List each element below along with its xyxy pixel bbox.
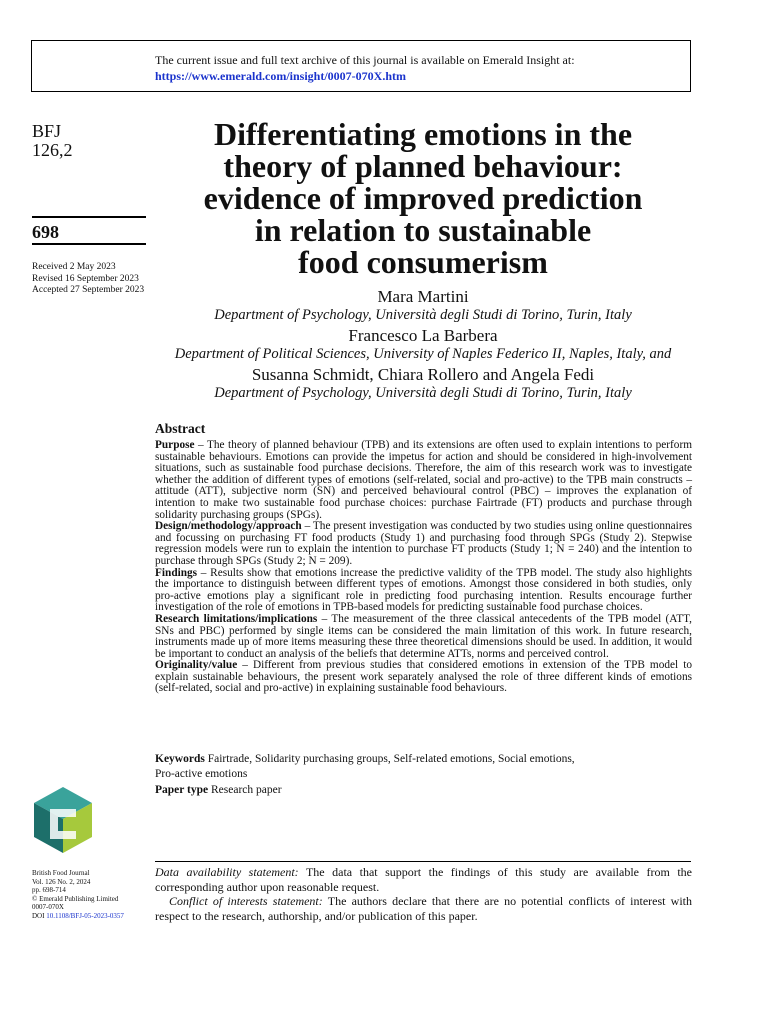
data-availability-statement — [155, 865, 692, 894]
keywords — [155, 752, 692, 782]
page-number: 698 — [32, 222, 59, 242]
conflict-statement — [155, 894, 692, 923]
abstract-heading: Abstract — [155, 421, 206, 436]
doi-label: DOI — [32, 911, 47, 920]
author-affiliation: Department of Psychology, Università degli Studi di Torino, Turin, Italy — [214, 385, 632, 401]
keywords-label: Keywords — [155, 753, 205, 765]
keywords-text-cont: Pro-active emotions — [155, 768, 248, 780]
abstract-label: Purpose — [155, 439, 195, 451]
author-affiliation: Department of Political Sciences, University of Naples Federico II, Naples, Italy, and — [174, 346, 672, 362]
abstract-text: – The theory of planned behaviour (TPB) and its extensions are often used to explain intentions to perform sustainable behaviours. Emotions can provide the impetus for action and should be considered in high-involvement situations, such as sustainable food purchase decisions. Therefore, the aim of this research work was to investigate whether the addition of different types of emotions (self-related, social and pro-active) to the TPB main constructs – attitude (ATT), subjective norm (SN) and perceived behavioural control (PBC) – improves the explanation of intention to make two sustainable food purchase choices: purchase Fairtrade (FT) products and purchase through solidarity purchasing groups (SPGs). — [155, 439, 692, 521]
author-affiliation: Department of Psychology, Università degli Studi di Torino, Turin, Italy — [214, 307, 632, 323]
title-line: food consumerism — [298, 244, 548, 280]
abstract-body — [155, 440, 692, 695]
abstract-text: – Different from previous studies that considered emotions in extension of the TPB model to explain sustainable behaviours, the present work separately analysed the role of three different kinds of emotions (self-related, social and pro-active) in explaining sustainable food behaviours. — [155, 659, 692, 695]
title-line: Differentiating emotions in the — [213, 116, 633, 152]
doi-link[interactable]: 10.1108/BFJ-05-2023-0357 — [46, 911, 124, 920]
keywords-text: Fairtrade, Solidarity purchasing groups, Self-related emotions, Social emotions, — [204, 753, 575, 765]
journal-name: British Food Journal — [32, 869, 90, 877]
abstract-purpose — [155, 440, 692, 521]
abstract-label: Originality/value — [155, 659, 238, 672]
accepted-date: Accepted 27 September 2023 — [32, 285, 145, 295]
availability-text: The current issue and full text archive of this journal is available on Emerald Insight at: — [155, 53, 575, 67]
title-line: theory of planned behaviour: — [223, 148, 623, 184]
volume-issue: 126,2 — [32, 140, 73, 160]
footnote-text: The authors declare that there are no potential conflicts of interest with respect to the research, authorship, and/or publication of this paper. — [155, 894, 692, 923]
footnote-label: Conflict of interests statement: — [169, 894, 323, 908]
received-date: Received 2 May 2023 — [32, 262, 116, 272]
author-names: Susanna Schmidt, Chiara Rollero and Angela Fedi — [251, 365, 595, 384]
doi-line — [32, 912, 124, 921]
article-dates — [32, 262, 146, 297]
copyright: © Emerald Publishing Limited — [32, 894, 119, 903]
abstract-text: – Results show that emotions increase the predictive validity of the TPB model. The study also highlights the importance to distinguish between different types of emotions. Amongst those considered in both studies, only pro-active emotions play a significant role in predicting food purchasing intention. Results encourage further investigation of the role of emotions in TPB-based models for predicting sustainable food purchase choices. — [155, 566, 692, 614]
abstract-findings — [155, 568, 692, 614]
page-range: pp. 698-714 — [32, 886, 66, 895]
abstract-label: Design/methodology/approach — [155, 520, 302, 533]
journal-url-link[interactable]: https://www.emerald.com/insight/0007-070X.htm — [155, 69, 406, 83]
title-line: evidence of improved prediction — [203, 180, 643, 216]
journal-abbrev: BFJ — [32, 121, 62, 141]
volume-info: Vol. 126 No. 2, 2024 — [32, 877, 91, 886]
paper-type-label: Paper type — [155, 784, 209, 796]
footnote-text: The data that support the findings of this study are available from the corresponding author upon reasonable request. — [155, 865, 692, 894]
article-title — [155, 118, 691, 278]
author-names: Mara Martini — [377, 287, 469, 306]
title-line: in relation to sustainable — [254, 212, 592, 248]
abstract-label: Findings — [155, 566, 198, 579]
emerald-logo-icon — [32, 785, 94, 855]
journal-availability-box — [31, 40, 691, 92]
page-number-top-rule — [32, 216, 146, 218]
author-names: Francesco La Barbera — [348, 326, 498, 345]
issn: 0007-070X — [32, 903, 64, 912]
paper-type-text: Research paper — [208, 784, 282, 796]
journal-citation — [32, 122, 146, 160]
footnote-rule — [155, 861, 691, 862]
page-number-bottom-rule — [32, 243, 146, 245]
footnote-label: Data availability statement: — [155, 865, 299, 879]
footnotes — [155, 865, 692, 923]
abstract-text: – The measurement of the three classical antecedents of the TPB model (ATT, SNs and PBC) performed by single items can be considered the main limitation of this work. In future research, instruments made up of more items measuring these three theoretical dimensions should be used. In addition, it would be important to conduct an analysis of the beliefs that determine ATTs, norms and perceived control. — [155, 612, 693, 660]
abstract-text: – The present investigation was conducted by two studies using online questionnaires and focussing on purchasing FT food products (Study 1) and purchasing food through SPGs (Study 2). Stepwise regression models were run to explain the intention to purchase FT products (Study 1; N = 240) and the intention to purchase through SPGs (Study 2; N = 209). — [155, 520, 692, 567]
paper-type — [155, 783, 692, 798]
abstract-originality — [155, 660, 692, 695]
revised-date: Revised 16 September 2023 — [32, 273, 139, 284]
abstract-limitations — [155, 614, 692, 660]
publication-metadata — [32, 869, 124, 921]
abstract-label: Research limitations/implications — [155, 612, 318, 625]
abstract-design — [155, 521, 692, 567]
